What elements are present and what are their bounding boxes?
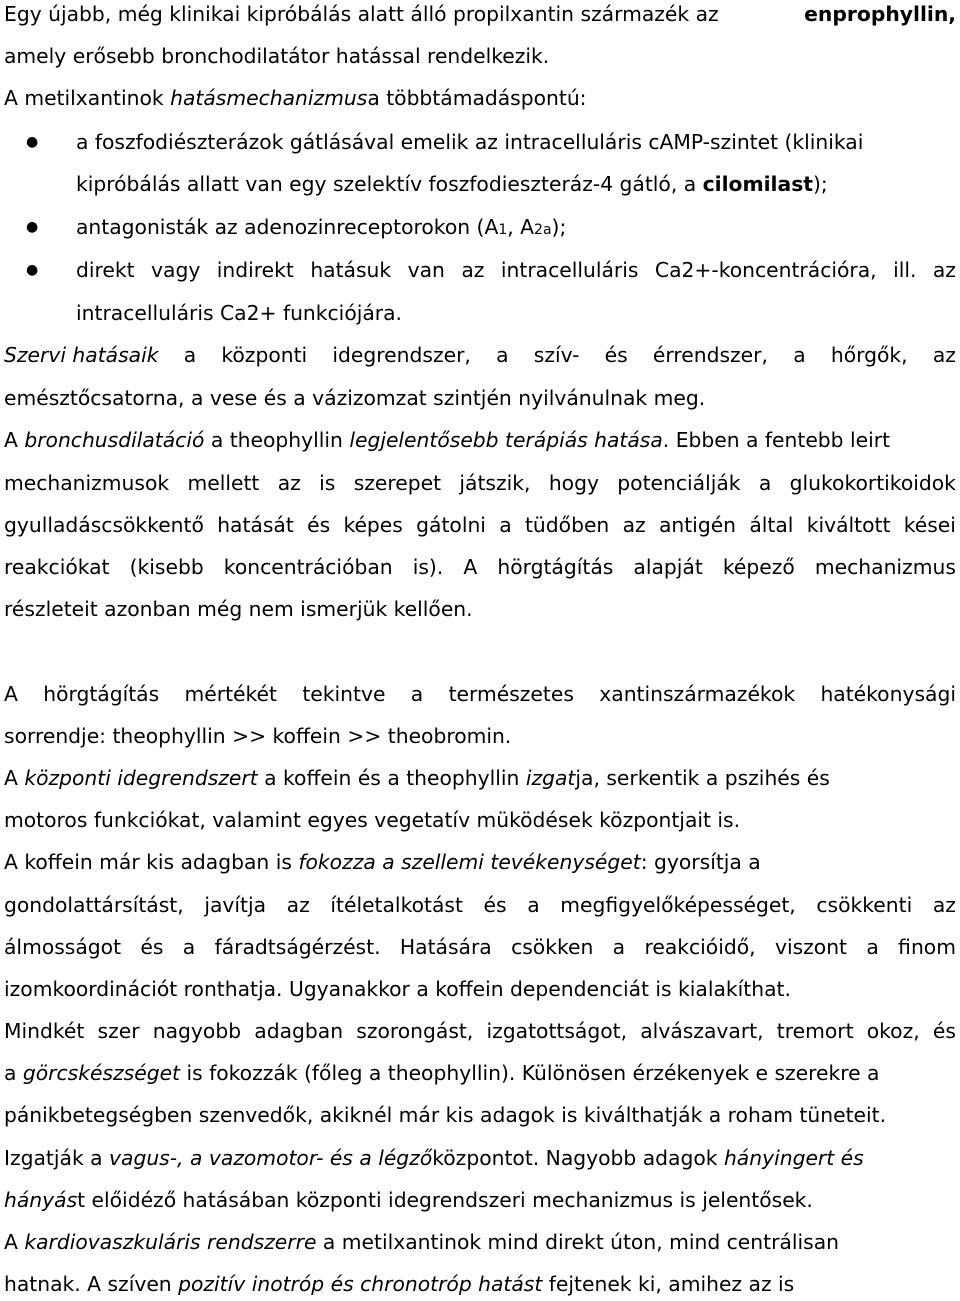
para-cardiovascular-line-2	[4, 1270, 956, 1298]
para-potency-order-line-1	[4, 680, 956, 708]
word: izgatottságot,	[486, 1019, 628, 1043]
word: szív-	[533, 343, 580, 367]
word: A	[4, 682, 18, 706]
text: ja, serkentik a pszihés és	[575, 766, 830, 790]
word: képező	[722, 555, 795, 579]
word: és	[483, 893, 507, 917]
para-cardiovascular-line-1	[4, 1228, 956, 1256]
para-high-dose-line-3: pánikbetegségben szenvedők, akiknél már kis adagok is kiválthatják a roham tüneteit.	[4, 1103, 887, 1127]
bold-term-enprophyllin: enprophyllin,	[804, 2, 956, 26]
word: kiváltott	[806, 513, 891, 537]
word: tüdőben	[524, 513, 610, 537]
italic-term: bronchusdilatáció	[24, 428, 205, 452]
word: potenciálják	[617, 471, 741, 495]
para-cns-line-2: motoros funkciókat, valamint egyes vegetatív müködések központjait is.	[4, 808, 741, 832]
word: hatékonysági	[820, 682, 956, 706]
italic-term: pozitív inotróp és chronotróp hatást	[178, 1272, 543, 1296]
word: a	[758, 471, 772, 495]
para-high-dose-line-2	[4, 1059, 956, 1087]
text: a metilxantinok mind direkt úton, mind centrálisan	[316, 1230, 839, 1254]
bullet-icon: ●	[26, 219, 39, 235]
word: tekintve	[302, 682, 386, 706]
word: a	[793, 343, 806, 367]
word: gátolni	[416, 513, 486, 537]
text: kipróbálás allatt van egy szelektív foszfodieszteráz-4 gátló, a	[76, 172, 703, 196]
word: gondolattársítást,	[4, 893, 184, 917]
text: );	[551, 215, 567, 239]
italic-term: hányás	[4, 1188, 78, 1212]
word: reakciókat	[4, 555, 110, 579]
word: hörgtágítás	[43, 682, 160, 706]
word: Hatására	[399, 935, 492, 959]
word: központi	[221, 343, 308, 367]
subscript: 2a	[534, 222, 552, 238]
word: alapját	[633, 555, 703, 579]
italic-term: fokozza a szellemi tevékenységet	[298, 850, 641, 874]
word: javítja	[204, 893, 267, 917]
word: fáradtságérzést.	[214, 935, 381, 959]
word: finom	[898, 935, 956, 959]
text: antagonisták az adenozinreceptorokon (A	[76, 215, 499, 239]
text: . Ebben a fentebb leirt	[662, 428, 891, 452]
word: kései	[903, 513, 956, 537]
italic-term: hatásmechanizmus	[170, 86, 368, 110]
word: szer	[97, 1019, 140, 1043]
bullet-icon: ●	[26, 134, 39, 150]
word: ítéletalkotást	[330, 893, 463, 917]
word: az	[622, 513, 646, 537]
word: az	[461, 258, 485, 282]
word: gyulladáscsökkentő	[4, 513, 204, 537]
text: A koffein már kis adagban is	[4, 850, 299, 874]
word: az	[932, 258, 956, 282]
para-bronchodilation-line-5: részleteit azonban még nem ismerjük kellően.	[4, 597, 473, 621]
text: központot. Nagyobb adagok	[432, 1146, 724, 1170]
word: okoz,	[866, 1019, 920, 1043]
word: mértékét	[184, 682, 277, 706]
para-bronchodilation-line-4	[4, 553, 956, 581]
word: a	[527, 893, 540, 917]
italic-term: vagus-, a vazomotor- és a légző	[109, 1146, 433, 1170]
word: csökkenti	[816, 893, 913, 917]
text: Izgatják a	[4, 1146, 110, 1170]
word: mechanizmusok	[4, 471, 170, 495]
text: t előidéző hatásában központi idegrendszeri mechanizmus is jelentősek.	[77, 1188, 813, 1212]
word: mechanizmus	[814, 555, 956, 579]
word: szerepet	[353, 471, 442, 495]
word: glukokortikoidok	[789, 471, 956, 495]
word: hogy	[548, 471, 599, 495]
para-caffeine-line-2	[4, 891, 956, 919]
bold-term-cilomilast: cilomilast	[702, 172, 813, 196]
text: is fokozzák (főleg a theophyllin). Különösen érzékenyek e szerekre a	[180, 1061, 880, 1085]
para-cns-line-1	[4, 764, 956, 792]
italic-term: legjelentősebb terápiás hatása	[349, 428, 663, 452]
text: fejtenek ki, amihez az is	[542, 1272, 795, 1296]
italic-term: Szervi hatásaik	[4, 343, 159, 367]
text: );	[812, 172, 828, 196]
word: direkt	[76, 258, 135, 282]
text: a koffein és a theophyllin	[257, 766, 526, 790]
word: és	[932, 1019, 956, 1043]
para-enprophyllin-line-1	[4, 0, 956, 28]
word: által	[749, 513, 794, 537]
subscript: 1	[498, 222, 508, 238]
para-bronchodilation-line-2	[4, 469, 956, 497]
word: indirekt	[216, 258, 294, 282]
text: A	[4, 1230, 25, 1254]
text: , A	[507, 215, 535, 239]
word: az	[932, 343, 956, 367]
word: az	[277, 471, 301, 495]
word: a	[496, 343, 509, 367]
word: az	[932, 893, 956, 917]
word: a	[182, 935, 196, 959]
para-bronchodilation-line-1	[4, 426, 956, 454]
para-vagus-line-1	[4, 1144, 956, 1172]
text: : gyorsítja a	[640, 850, 761, 874]
word: tremort	[776, 1019, 854, 1043]
para-enprophyllin-line-2: amely erősebb bronchodilatátor hatással rendelkezik.	[4, 44, 550, 68]
word: képes	[343, 513, 403, 537]
word: mellett	[187, 471, 260, 495]
word: koncentrációban	[223, 555, 393, 579]
word: és	[140, 935, 164, 959]
bullet-2-line	[76, 213, 956, 241]
text: A metilxantinok	[4, 86, 171, 110]
word: Ca2+-koncentrációra,	[654, 258, 877, 282]
italic-term: kardiovaszkuláris rendszerre	[24, 1230, 317, 1254]
bullet-1-line-2	[76, 170, 956, 198]
italic-term: központi idegrendszert	[24, 766, 258, 790]
word: hatásuk	[310, 258, 392, 282]
word: idegrendszer,	[332, 343, 471, 367]
word: adagban	[254, 1019, 344, 1043]
para-caffeine-line-3	[4, 933, 956, 961]
word: csökken	[511, 935, 594, 959]
word: szorongást,	[356, 1019, 474, 1043]
word: érrendszer,	[652, 343, 768, 367]
italic-term: görcskészséget	[22, 1061, 181, 1085]
text: A	[4, 428, 25, 452]
text: a theophyllin	[204, 428, 350, 452]
text: A	[4, 766, 25, 790]
word: álmosságot	[4, 935, 122, 959]
para-potency-order-line-2: sorrendje: theophyllin >> koffein >> theobromin.	[4, 724, 512, 748]
word: vagy	[151, 258, 201, 282]
word: nagyobb	[152, 1019, 242, 1043]
para-caffeine-line-1	[4, 848, 956, 876]
para-bronchodilation-line-3	[4, 511, 956, 539]
bullet-1-line-1: a foszfodiészterázok gátlásával emelik az intracelluláris cAMP-szintet (klinikai	[76, 130, 864, 154]
para-organ-effects-line-1	[4, 341, 956, 369]
word: ill.	[893, 258, 917, 282]
para-mechanism-intro	[4, 84, 956, 112]
word: és	[604, 343, 628, 367]
italic-term: izgat	[525, 766, 576, 790]
word: a	[499, 513, 512, 537]
word: a	[410, 682, 424, 706]
text: a többtámadáspontú:	[367, 86, 587, 110]
word: Egy újabb, még klinikai kipróbálás alatt álló propilxantin származék az	[4, 2, 719, 26]
text: hatnak. A szíven	[4, 1272, 179, 1296]
bullet-icon: ●	[26, 262, 39, 278]
word: Mindkét	[4, 1019, 85, 1043]
word: játszik,	[459, 471, 531, 495]
word: az	[286, 893, 310, 917]
word: a	[612, 935, 626, 959]
word: természetes	[448, 682, 574, 706]
word: és	[307, 513, 331, 537]
word: viszont	[774, 935, 848, 959]
word: hörgtágítás	[497, 555, 614, 579]
word: megfigyelőképességet,	[560, 893, 796, 917]
word: xantinszármazékok	[599, 682, 796, 706]
para-vagus-line-2	[4, 1186, 956, 1214]
bullet-3-line-2: intracelluláris Ca2+ funkciójára.	[76, 301, 403, 325]
word: antigén	[658, 513, 737, 537]
word: is	[319, 471, 336, 495]
word: a	[866, 935, 879, 959]
word: (kisebb	[129, 555, 204, 579]
word: intracelluláris	[500, 258, 639, 282]
para-caffeine-line-4: izomkoordinációt ronthatja. Ugyanakkor a koffein dependenciát is kialakíthat.	[4, 977, 791, 1001]
word: reakcióidő,	[644, 935, 756, 959]
text: a	[4, 1061, 23, 1085]
bullet-3-line-1	[76, 256, 956, 284]
word: A	[463, 555, 478, 579]
italic-term: hányingert és	[723, 1146, 864, 1170]
word: is).	[412, 555, 444, 579]
word: alvászavart,	[640, 1019, 764, 1043]
para-organ-effects-line-2: emésztőcsatorna, a vese és a vázizomzat szintjén nyilvánulnak meg.	[4, 386, 706, 410]
word: a	[183, 343, 197, 367]
word: hőrgők,	[830, 343, 908, 367]
word: hatását	[217, 513, 294, 537]
para-high-dose-line-1	[4, 1017, 956, 1045]
word: van	[407, 258, 445, 282]
